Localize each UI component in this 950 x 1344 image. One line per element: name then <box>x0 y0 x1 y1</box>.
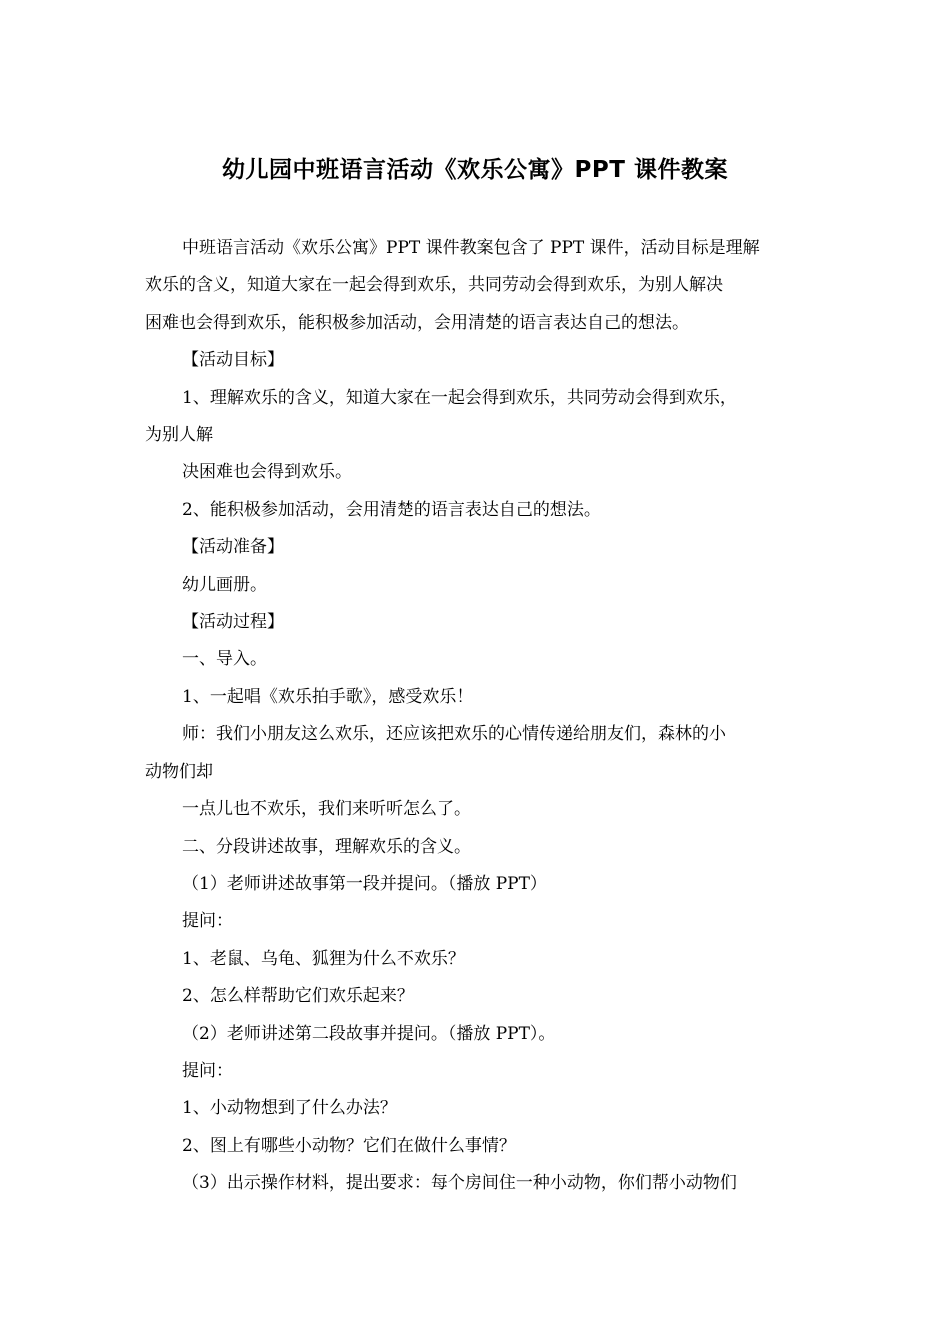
document-title: 幼儿园中班语言活动《欢乐公寓》PPT 课件教案 <box>222 157 728 183</box>
paragraph-line: （2）老师讲述第二段故事并提问。（播放 PPT）。 <box>182 1023 556 1044</box>
paragraph-line: 幼儿画册。 <box>182 574 267 595</box>
document-body <box>145 230 810 1203</box>
section-heading-goals: 【活动目标】 <box>182 350 284 371</box>
intro-line: 欢乐的含义，知道大家在一起会得到欢乐，共同劳动会得到欢乐，为别人解决 <box>145 275 723 296</box>
paragraph-line: 师：我们小朋友这么欢乐，还应该把欢乐的心情传递给朋友们，森林的小 <box>182 724 726 745</box>
paragraph-line: 1、一起唱《欢乐拍手歌》，感受欢乐！ <box>182 686 474 707</box>
intro-line: 中班语言活动《欢乐公寓》PPT 课件教案包含了 PPT 课件，活动目标是理解 <box>182 238 760 258</box>
section-heading-process: 【活动过程】 <box>182 612 284 633</box>
paragraph-line: （3）出示操作材料，提出要求：每个房间住一种小动物，你们帮小动物们 <box>182 1173 737 1194</box>
paragraph-line: 动物们却 <box>145 761 213 782</box>
paragraph-line: 一点儿也不欢乐，我们来听听怎么了。 <box>182 799 471 820</box>
paragraph-line: 1、小动物想到了什么办法？ <box>182 1098 397 1119</box>
paragraph-line: 提问： <box>182 1060 233 1081</box>
paragraph-line: 2、怎么样帮助它们欢乐起来？ <box>182 986 414 1007</box>
intro-line: 困难也会得到欢乐，能积极参加活动，会用清楚的语言表达自己的想法。 <box>145 312 689 333</box>
paragraph-line: 2、能积极参加活动，会用清楚的语言表达自己的想法。 <box>182 499 601 520</box>
paragraph-line: 2、图上有哪些小动物？它们在做什么事情？ <box>182 1135 516 1156</box>
paragraph-line: （1）老师讲述故事第一段并提问。（播放 PPT） <box>182 873 547 894</box>
paragraph-line: 1、老鼠、乌龟、狐狸为什么不欢乐？ <box>182 948 465 969</box>
paragraph-line: 1、理解欢乐的含义，知道大家在一起会得到欢乐，共同劳动会得到欢乐， <box>182 387 737 408</box>
paragraph-line: 提问： <box>182 911 233 932</box>
paragraph-line: 决困难也会得到欢乐。 <box>182 462 352 483</box>
section-heading-preparation: 【活动准备】 <box>182 537 284 558</box>
paragraph-line: 一、导入。 <box>182 649 267 670</box>
paragraph-line: 二、分段讲述故事，理解欢乐的含义。 <box>182 836 471 857</box>
paragraph-line: 为别人解 <box>145 425 213 446</box>
